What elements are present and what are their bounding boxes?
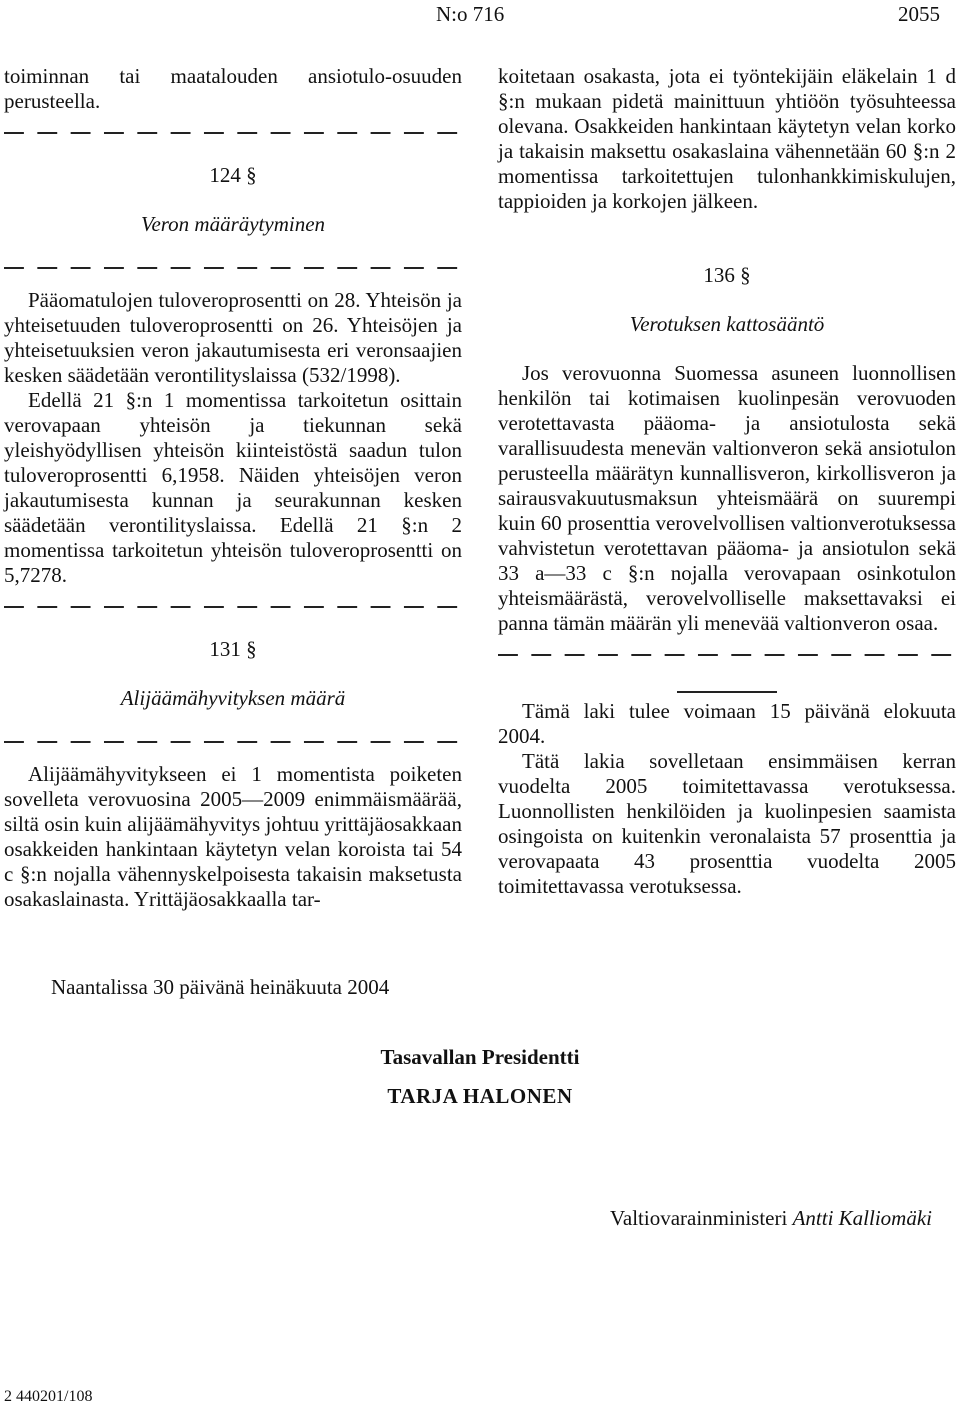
- dash-separator: [4, 594, 462, 619]
- section-131-title: Alijäämähyvityksen määrä: [120, 686, 346, 710]
- application-paragraph: Tätä lakia sovelletaan ensimmäisen kerran vuodelta 2005 toimitettavassa verotuksessa. Luonnollisten henkilöiden ja kuolinpesien saamista osingoista on kuitenkin veronalaista 57 prosenttia ja verovapaata 43 prosenttia vuodelta 2005 toimitettavassa verotuksessa.: [498, 748, 956, 898]
- section-131-number: 131 §: [209, 637, 257, 661]
- section-136-paragraph-1: Jos verovuonna Suomessa asuneen luonnollisen henkilön tai kotimaisen kuolinpesän verovuoden verotettavasta pääoma- ja ansiotulosta sekä varallisuudesta menevän valtionveron sekä ansiotulon perusteella määrätyn kunnallisveron, kirkollisveron ja sairausvakuutusmaksun yhteismäärä on suurempi kuin 60 prosenttia verovelvollisen valtionverotuksessa vahvistetun verotettavan pääoma- ja ansiotulon sekä 33 a—33 c §:n nojalla verovapaan osinkotulon yhteismäärästä, verovelvolliselle maksettavaksi ei panna tämän määrän yli menevää valtionveron osaa.: [498, 361, 956, 635]
- minister-signature: [610, 1206, 932, 1231]
- section-124-title: Veron määräytyminen: [140, 212, 326, 236]
- statute-number: N:o 716: [436, 2, 505, 26]
- short-rule-divider: [677, 691, 777, 693]
- footer-code: 2 440201/108: [4, 1388, 93, 1405]
- right-intro-paragraph: koitetaan osakasta, jota ei työntekijäin eläkelain 1 d §:n mukaan pidetä mainittuun yhtiöön työsuhteessa olevana. Osakkeiden hankintaan käytetyn velan korko ja takaisin maksettu osakaslaina vähennetään 60 §:n 2 momentissa tarkoitettujen tulonhankkimiskulujen, tappioiden ja korkojen jälkeen.: [498, 64, 956, 213]
- dash-separator: [4, 120, 462, 145]
- president-name: TARJA HALONEN: [387, 1084, 573, 1108]
- page-number: 2055: [898, 2, 940, 26]
- section-136-number: 136 §: [703, 263, 751, 287]
- dash-separator: [4, 255, 462, 280]
- left-column: [4, 64, 462, 912]
- section-131-paragraph-1: Alijäämähyvitykseen ei 1 momentista poiketen sovelleta verovuosina 2005—2009 enimmäismäärää, siltä osin kuin alijäämähyvitys johtuu yrittäjäosakkaan osakkeiden hankintaan käytetyn velan koroista tai 54 c §:n nojalla vähennyskelpoisesta takaisin maksetusta osakaslainasta. Yrittäjäosakkaalla tar-: [4, 762, 462, 911]
- president-title: Tasavallan Presidentti: [380, 1045, 580, 1069]
- section-136-title: Verotuksen kattosääntö: [629, 312, 825, 336]
- entry-into-force-paragraph: Tämä laki tulee voimaan 15 päivänä elokuuta 2004.: [498, 698, 956, 748]
- minister-name: Antti Kalliomäki: [792, 1206, 932, 1230]
- dash-separator: [498, 642, 956, 667]
- right-column: [498, 64, 956, 899]
- dash-separator: [4, 729, 462, 754]
- left-intro-paragraph: toiminnan tai maatalouden ansiotulo-osuuden perusteella.: [4, 64, 462, 113]
- section-124-paragraph-1: Pääomatulojen tuloveroprosentti on 28. Yhteisön ja yhteisetuuden tuloveroprosentti on 26. Yhteisöjen ja yhteisetuuksien veron jakautumisesta eri veronsaajien kesken säädetään verontilityslaissa (532/1998).: [4, 288, 462, 387]
- place-and-date: Naantalissa 30 päivänä heinäkuuta 2004: [51, 975, 390, 999]
- section-124-number: 124 §: [209, 163, 257, 187]
- minister-title: Valtiovarainministeri: [610, 1206, 793, 1230]
- section-124-paragraph-2: Edellä 21 §:n 1 momentissa tarkoitetun osittain verovapaan yhteisön ja tiekunnan sekä yleishyödyllisen yhteisön kiinteistöstä saadun tulon tuloveroprosentti 6,1958. Näiden yhteisöjen veron jakautumisesta kunnan ja seurakunnan kesken säädetään verontilityslaissa. Edellä 21 §:n 2 momentissa tarkoitetun yhteisön tuloveroprosentti on 5,7278.: [4, 388, 462, 587]
